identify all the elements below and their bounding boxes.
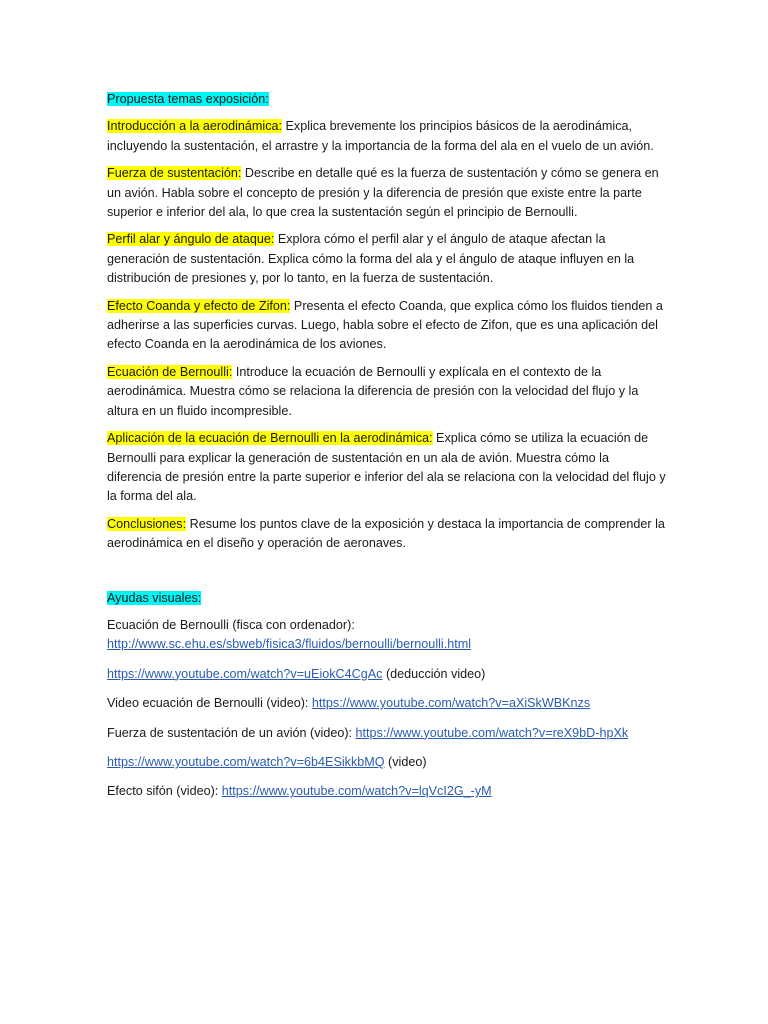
topic-heading: Aplicación de la ecuación de Bernoulli en la aerodinámica: <box>107 431 433 446</box>
topic-heading: Ecuación de Bernoulli: <box>107 364 233 379</box>
visual-aid-label: Video ecuación de Bernoulli (video): <box>107 696 312 711</box>
topic-paragraph <box>107 429 667 507</box>
topic-heading: Perfil alar y ángulo de ataque: <box>107 232 275 247</box>
topic-body: Introduce la ecuación de Bernoulli y explícala en el contexto de la aerodinámica. Muestra cómo se relaciona la diferencia de presión con la velocidad del flujo y la altura en un fluido incompresible. <box>107 364 639 418</box>
topic-heading: Conclusiones: <box>107 516 187 531</box>
visual-aids-heading-paragraph <box>107 589 667 608</box>
topic-body: Presenta el efecto Coanda, que explica cómo los fluidos tienden a adherirse a las superficies curvas. Luego, habla sobre el efecto de Zifon, que es una aplicación del efecto Coanda en la aerodinámica de los aviones. <box>107 298 663 352</box>
visual-aid-item <box>107 694 667 713</box>
visual-aid-label: Ecuación de Bernoulli (fisca con ordenador): <box>107 617 355 632</box>
document-title: Propuesta temas exposición: <box>107 92 269 106</box>
topic-paragraph <box>107 164 667 222</box>
topic-body: Explica brevemente los principios básicos de la aerodinámica, incluyendo la sustentación, el arrastre y la importancia de la forma del ala en el vuelo de un avión. <box>107 119 654 153</box>
topic-paragraph <box>107 515 667 554</box>
topic-heading: Efecto Coanda y efecto de Zifon: <box>107 298 291 313</box>
visual-aid-link[interactable]: http://www.sc.ehu.es/sbweb/fisica3/fluidos/bernoulli/bernoulli.html <box>107 637 472 652</box>
topic-paragraph <box>107 297 667 355</box>
visual-aid-item <box>107 616 667 655</box>
section-spacer <box>107 562 667 589</box>
topic-paragraph <box>107 230 667 288</box>
visual-aid-note: (video) <box>384 754 427 769</box>
topic-body: Describe en detalle qué es la fuerza de sustentación y cómo se genera en un avión. Habla sobre el concepto de presión y la diferencia de presión que existe entre la parte superior e inferior del ala, lo que crea la sustentación según el principio de Bernoulli. <box>107 166 659 220</box>
visual-aid-item <box>107 724 667 743</box>
topic-body: Explica cómo se utiliza la ecuación de Bernoulli para explicar la generación de sustentación en un ala de avión. Muestra cómo la diferencia de presión entre la parte superior e inferior del ala se relaciona con la velocidad del flujo y la forma del ala. <box>107 431 666 504</box>
visual-aid-label: Fuerza de sustentación de un avión (video): <box>107 725 356 740</box>
visual-aid-link[interactable]: https://www.youtube.com/watch?v=reX9bD-hpXk <box>355 725 629 740</box>
visual-aid-link[interactable]: https://www.youtube.com/watch?v=6b4ESikkbMQ <box>107 754 385 769</box>
visual-aid-label: Efecto sifón (video): <box>107 784 222 799</box>
topic-paragraph <box>107 117 667 156</box>
topic-paragraph <box>107 363 667 421</box>
topic-heading: Introducción a la aerodinámica: <box>107 119 283 134</box>
topic-body: Explora cómo el perfil alar y el ángulo de ataque afectan la generación de sustentación. Explica cómo la forma del ala y el ángulo de ataque influyen en la distribución de presiones y, por lo tanto, en la fuerza de sustentación. <box>107 232 635 286</box>
title-paragraph <box>107 90 667 109</box>
visual-aids-heading: Ayudas visuales: <box>107 590 202 605</box>
visual-aid-item <box>107 665 667 684</box>
visual-aid-item <box>107 753 667 772</box>
topic-body: Resume los puntos clave de la exposición y destaca la importancia de comprender la aerodinámica en el diseño y operación de aeronaves. <box>107 516 665 551</box>
visual-aid-link[interactable]: https://www.youtube.com/watch?v=uEiokC4CgAc <box>107 666 383 681</box>
document-body <box>107 90 667 812</box>
visual-aid-link[interactable]: https://www.youtube.com/watch?v=aXiSkWBKnzs <box>311 696 591 711</box>
visual-aid-item <box>107 782 667 801</box>
topic-heading: Fuerza de sustentación: <box>107 166 242 181</box>
visual-aid-link[interactable]: https://www.youtube.com/watch?v=lqVcI2G_-yM <box>221 784 492 799</box>
visual-aid-note: (deducción video) <box>382 666 486 681</box>
